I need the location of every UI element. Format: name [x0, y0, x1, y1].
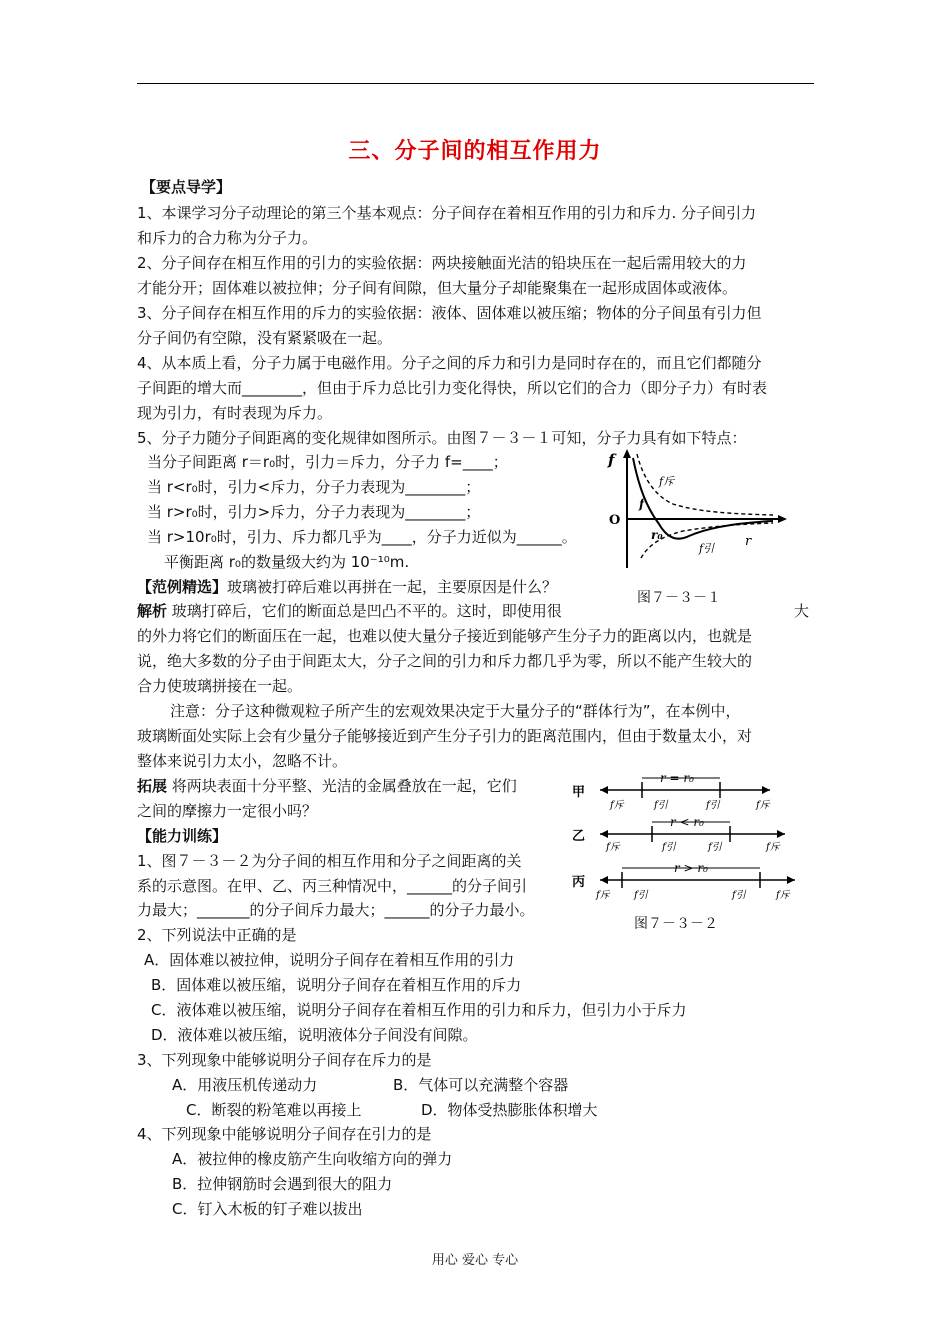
point-5-intro: 5、分子力随分子间距离的变化规律如图所示。由图７－３－１可知，分子力具有如下特点：	[137, 429, 747, 447]
row-yi-distance-label: r < r₀	[670, 815, 704, 829]
molecule-spacing-diagram	[570, 768, 815, 908]
graph-label-origin: O	[609, 513, 621, 528]
example-question-line	[137, 577, 557, 597]
point-4-line-2: 子间距的增大而________，但由于斥力总比引力变化得快，所以它们的合力（即分子力）有时表	[137, 379, 768, 397]
analysis-line-1	[137, 601, 562, 621]
row-bing-arrow-left	[600, 876, 608, 884]
row-bing-arrow-right	[787, 876, 795, 884]
row-bing-frep-left: f斥	[596, 890, 610, 901]
question-3: 3、下列现象中能够说明分子间存在斥力的是	[137, 1051, 432, 1069]
row-label-jia: 甲	[572, 785, 586, 800]
extension-label: 拓展	[137, 777, 168, 795]
row-label-yi: 乙	[572, 829, 586, 844]
point-3-line-2: 分子间仍有空隙，没有紧紧吸在一起。	[137, 329, 393, 347]
question-4-option-c: C．钉入木板的钉子难以拔出	[172, 1200, 363, 1218]
analysis-text-1: 玻璃打碎后，它们的断面总是凹凸不平的。这时，即使用很	[171, 602, 562, 620]
point-4-line-3: 现为引力，有时表现为斥力。	[137, 404, 333, 422]
note-line-2: 玻璃断面处实际上会有少量分子能够接近到产生分子引力的距离范围内，但由于数量太小，对	[137, 727, 753, 745]
row-yi-frep-left: f斥	[606, 842, 620, 853]
graph-label-r0: r₀	[651, 528, 663, 542]
extension-line-1	[137, 776, 517, 796]
graph-label-net-force: f	[639, 497, 645, 511]
analysis-line-2: 的外力将它们的断面压在一起，也难以使大量分子接近到能够产生分子力的距离以内，也就是	[137, 627, 753, 645]
question-3-option-d: D．物体受热膨胀体积增大	[421, 1101, 598, 1119]
extension-text-1: 将两块表面十分平整、光洁的金属叠放在一起，它们	[171, 777, 517, 795]
analysis-line-1-end: 大	[794, 602, 810, 620]
question-3-option-b: B．气体可以充满整个容器	[393, 1076, 569, 1094]
graph-label-f-axis: f	[608, 451, 615, 469]
point-2-line-2: 才能分开；固体难以被拉伸；分子间有间隙，但大量分子却能聚集在一起形成固体或液体。	[137, 279, 738, 297]
point-1-line-1: 1、本课学习分子动理论的第三个基本观点：分子间存在着相互作用的引力和斥力. 分子间引力	[137, 204, 757, 222]
extension-line-2: 之间的摩擦力一定很小吗？	[137, 802, 318, 820]
question-1-line-3: 力最大；_______的分子间斥力最大；______的分子力最小。	[137, 901, 535, 919]
note-line-3: 整体来说引力太小，忽略不计。	[137, 752, 348, 770]
graph-label-repulsion: f斥	[659, 475, 675, 488]
bullet-less-than-r0: 当 r<r₀时，引力<斥力，分子力表现为________；	[147, 478, 481, 496]
question-2-option-d: D．液体难以被压缩，说明液体分子间没有间隙。	[151, 1026, 478, 1044]
row-label-bing: 丙	[572, 875, 586, 890]
question-1-line-1: 1、图７－３－２为分子间的相互作用和分子之间距离的关	[137, 852, 522, 870]
question-2: 2、下列说法中正确的是	[137, 926, 297, 944]
bullet-magnitude: 平衡距离 r₀的数量级大约为 10⁻¹⁰m.	[164, 553, 410, 571]
row-jia-arrow-left	[600, 786, 608, 794]
point-2-line-1: 2、分子间存在相互作用的引力的实验依据：两块接触面光洁的铅块压在一起后需用较大的力	[137, 254, 747, 272]
force-distance-graph	[603, 448, 793, 578]
row-jia-fatt-right: f引	[706, 800, 720, 811]
row-bing-frep-right: f斥	[776, 890, 790, 901]
row-jia-fatt-left: f引	[654, 800, 668, 811]
page-footer: 用心 爱心 专心	[431, 1253, 519, 1268]
graph-label-r-axis: r	[745, 534, 752, 549]
row-jia-frep-right: f斥	[756, 800, 770, 811]
bullet-greater-than-r0: 当 r>r₀时，引力>斥力，分子力表现为________；	[147, 503, 481, 521]
section-heading-key-points: 【要点导学】	[141, 178, 232, 196]
row-yi-frep-right: f斥	[766, 842, 780, 853]
row-bing-fatt-left: f引	[634, 890, 648, 901]
point-1-line-2: 和斥力的合力称为分子力。	[137, 229, 318, 247]
header-rule	[137, 83, 814, 84]
net-force-curve	[633, 458, 773, 539]
row-yi-arrow-left	[600, 830, 608, 838]
analysis-label: 解析	[137, 602, 168, 620]
analysis-line-4: 合力使玻璃拼接在一起。	[137, 677, 303, 695]
bullet-far-distance: 当 r>10r₀时，引力、斥力都几乎为____，分子力近似为______。	[147, 528, 577, 546]
example-question: 玻璃被打碎后难以再拼在一起，主要原因是什么？	[227, 578, 558, 596]
question-3-option-a: A．用液压机传递动力	[172, 1076, 318, 1094]
question-1-line-2: 系的示意图。在甲、乙、丙三种情况中，______的分子间引	[137, 877, 528, 895]
row-jia-arrow-right	[762, 786, 770, 794]
question-4-option-a: A．被拉伸的橡皮筋产生向收缩方向的弹力	[172, 1150, 453, 1168]
section-heading-practice: 【能力训练】	[137, 827, 228, 845]
question-4-option-b: B．拉伸钢筋时会遇到很大的阻力	[172, 1175, 393, 1193]
figure-1-caption: 图７－３－１	[637, 590, 721, 606]
note-line-1: 注意：分子这种微观粒子所产生的宏观效果决定于大量分子的“群体行为”，在本例中，	[170, 702, 741, 720]
y-axis-arrow	[623, 449, 631, 458]
row-jia-frep-left: f斥	[610, 800, 624, 811]
row-jia-distance-label: r = r₀	[660, 771, 694, 785]
question-3-option-c: C．断裂的粉笔难以再接上	[186, 1101, 362, 1119]
point-3-line-1: 3、分子间存在相互作用的斥力的实验依据：液体、固体难以被压缩；物体的分子间虽有引力但	[137, 304, 762, 322]
graph-label-attraction: f引	[699, 542, 715, 555]
bullet-equilibrium: 当分子间距离 r＝r₀时，引力＝斥力，分子力 f=____；	[147, 453, 508, 471]
row-yi-arrow-right	[777, 830, 785, 838]
row-bing-distance-label: r > r₀	[674, 861, 708, 875]
row-bing-fatt-right: f引	[732, 890, 746, 901]
analysis-line-3: 说，绝大多数的分子由于间距太大，分子之间的引力和斥力都几乎为零，所以不能产生较大的	[137, 652, 753, 670]
section-heading-example: 【范例精选】	[137, 578, 228, 596]
figure-2-caption: 图７－３－２	[634, 916, 718, 932]
repulsive-force-curve	[637, 454, 773, 515]
point-4-line-1: 4、从本质上看，分子力属于电磁作用。分子之间的斥力和引力是同时存在的，而且它们都随分	[137, 354, 762, 372]
question-4: 4、下列现象中能够说明分子间存在引力的是	[137, 1125, 432, 1143]
page-title: 三、分子间的相互作用力	[348, 139, 602, 164]
question-2-option-b: B．固体难以被压缩，说明分子间存在着相互作用的斥力	[151, 976, 522, 994]
row-yi-fatt-left: f引	[662, 842, 676, 853]
question-2-option-a: A．固体难以被拉伸，说明分子间存在着相互作用的引力	[144, 951, 515, 969]
x-axis-arrow	[778, 515, 787, 523]
row-yi-fatt-right: f引	[708, 842, 722, 853]
question-2-option-c: C．液体难以被压缩，说明分子间存在着相互作用的引力和斥力，但引力小于斥力	[151, 1001, 687, 1019]
